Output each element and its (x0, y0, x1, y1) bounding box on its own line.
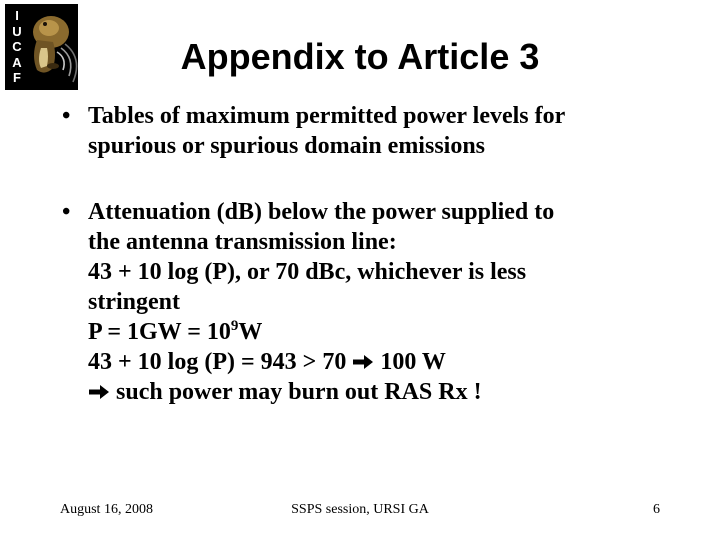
logo-letter: C (12, 39, 22, 54)
logo-letter: A (12, 54, 22, 70)
bullet-line: spurious or spurious domain emissions (88, 133, 486, 159)
bullet-dot-icon: • (62, 103, 71, 129)
bullet-line: Attenuation (dB) below the power supplied to (88, 199, 555, 225)
bullet-text (88, 101, 688, 161)
power-suffix: W (238, 319, 263, 345)
calc-prefix: 43 + 10 log (P) = 943 > 70 (88, 349, 347, 375)
calc-result: 100 W (380, 349, 446, 375)
bullet-line: Tables of maximum permitted power levels for (88, 103, 566, 129)
bullet-line: stringent (88, 289, 180, 315)
bullet-text (88, 197, 688, 407)
bullet-line: the antenna transmission line: (88, 229, 397, 255)
slide-title: Appendix to Article 3 (180, 36, 540, 77)
arrow-right-icon (88, 384, 110, 400)
arrow-right-icon (352, 354, 374, 370)
footer-date: August 16, 2008 (60, 502, 153, 517)
footer-page-number: 6 (653, 502, 660, 517)
footer-session: SSPS session, URSI GA (291, 502, 429, 517)
bullet-line: 43 + 10 log (P), or 70 dBc, whichever is less (88, 259, 527, 285)
power-prefix: P = 1GW = 10 (88, 319, 231, 345)
power-equation (88, 317, 688, 347)
conclusion-line (88, 377, 688, 407)
bullet-dot-icon: • (62, 199, 71, 225)
logo-letter: U (12, 23, 22, 39)
iucaf-logo (5, 4, 78, 90)
power-exponent: 9 (230, 318, 239, 334)
calc-line (88, 347, 688, 377)
conclusion-text: such power may burn out RAS Rx ! (116, 379, 482, 405)
platypus-radio-icon (23, 4, 78, 90)
logo-letter: I (15, 8, 19, 23)
logo-letter: F (13, 70, 21, 85)
